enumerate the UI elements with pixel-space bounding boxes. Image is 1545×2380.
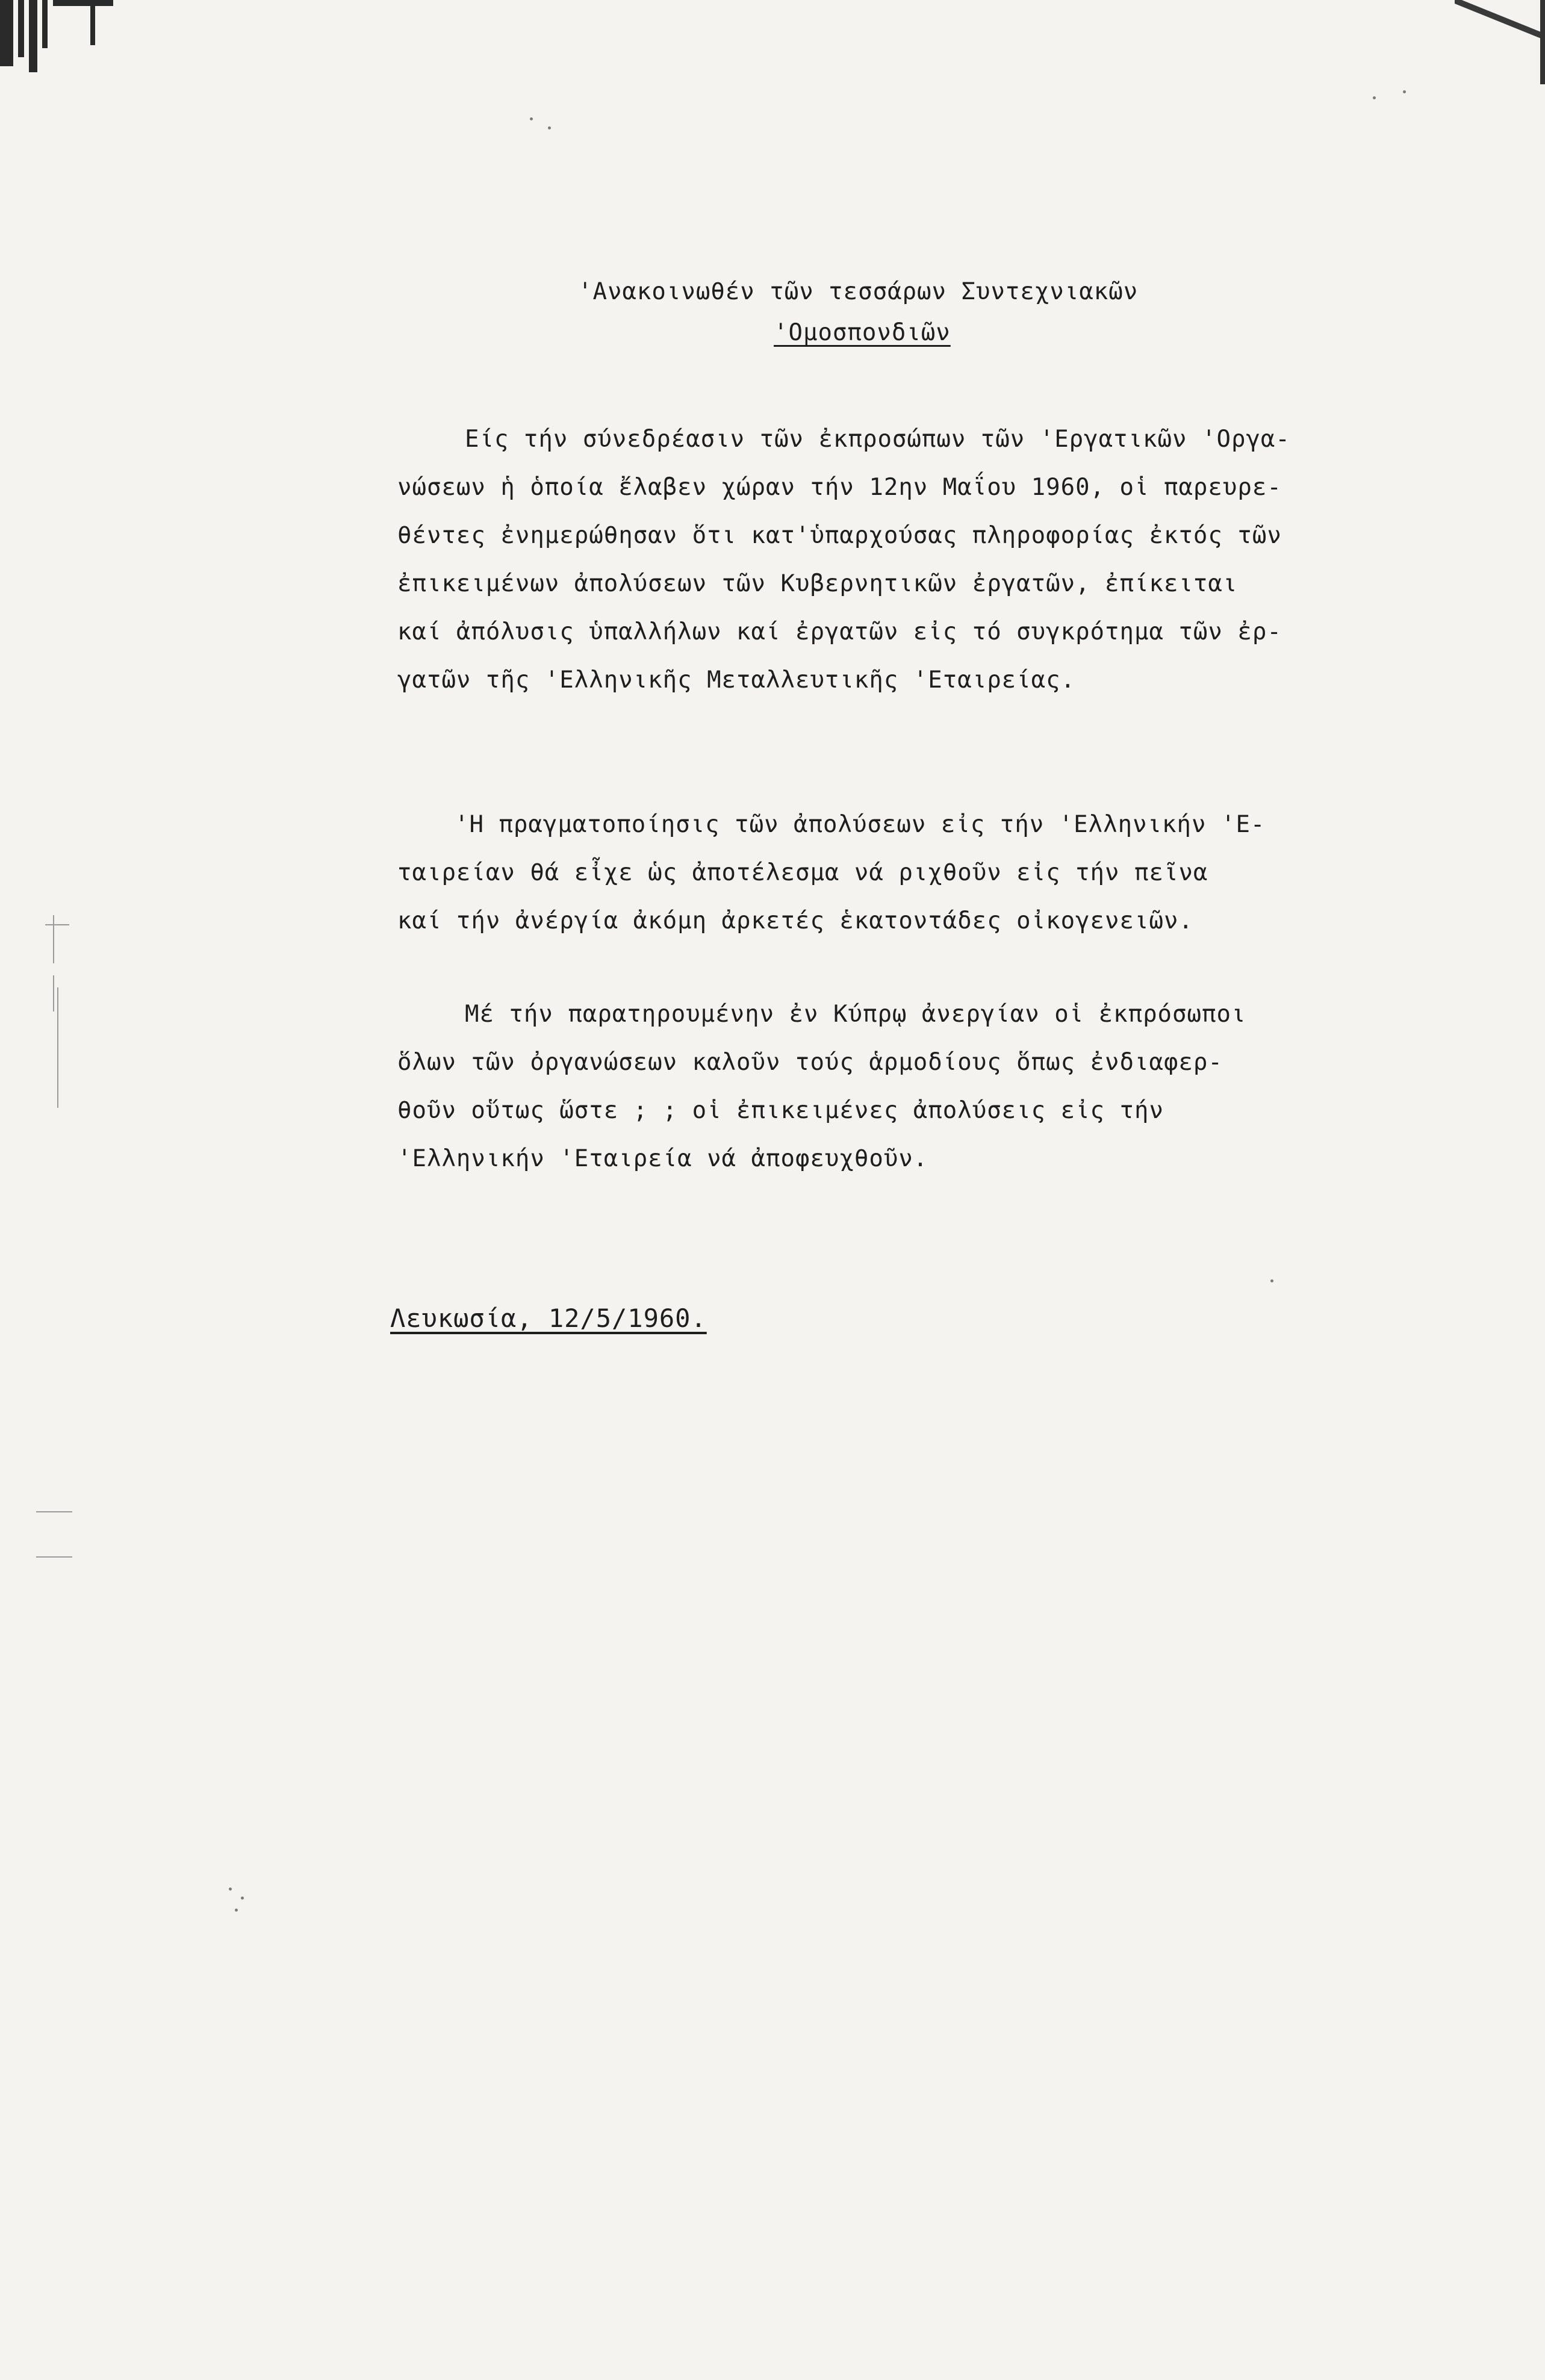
- text-line: θέντες ἐνημερώθησαν ὅτι κατ'ὑπαρχούσας πληροφορίας ἐκτός τῶν: [397, 522, 1282, 549]
- margin-mark: [57, 987, 58, 1108]
- text-line: Μέ τήν παρατηρουμένην ἐν Κύπρῳ ἀνεργίαν οἱ ἐκπρόσωποι: [465, 1001, 1246, 1028]
- text-line: θοῦν οὕτως ὥστε ; ; οἱ ἐπικειμένες ἀπολύσεις εἰς τήν: [397, 1097, 1164, 1124]
- text-line: γατῶν τῆς 'Ελληνικῆς Μεταλλευτικῆς 'Εταιρείας.: [397, 666, 1076, 694]
- text-line: 'Η πραγματοποίησις τῶν ἀπολύσεων εἰς τήν 'Ελληνικήν 'Ε-: [455, 811, 1266, 838]
- scan-speck: [229, 1888, 232, 1891]
- paragraph-2: [397, 801, 1373, 945]
- margin-mark: [45, 924, 69, 925]
- text-line: 'Ελληνικήν 'Εταιρεία νά ἀποφευχθοῦν.: [397, 1145, 928, 1172]
- text-line: ἐπικειμένων ἀπολύσεων τῶν Κυβερνητικῶν ἐργατῶν, ἐπίκειται: [397, 570, 1238, 597]
- text-line: καί ἀπόλυσις ὑπαλλήλων καί ἐργατῶν εἰς τό συγκρότημα τῶν ἐρ-: [397, 618, 1282, 645]
- document-title-line-1: 'Ανακοινωθέν τῶν τεσσάρων Συντεχνιακῶν: [578, 278, 1139, 305]
- margin-mark: [53, 975, 54, 1011]
- margin-mark: [53, 915, 54, 963]
- text-line: καί τήν ἀνέργία ἀκόμη ἀρκετές ἑκατοντάδες οἰκογενειῶν.: [397, 907, 1193, 934]
- scan-speck: [1403, 90, 1406, 93]
- scan-speck: [530, 117, 533, 120]
- paragraph-1: [397, 415, 1373, 704]
- scan-corner-artifact-right: [1455, 0, 1545, 84]
- text-line: νώσεων ἡ ὁποία ἔλαβεν χώραν τήν 12ην Μαΐου 1960, οἱ παρευρε-: [397, 474, 1282, 501]
- scan-corner-artifact: [0, 0, 114, 78]
- scan-speck: [1270, 1279, 1273, 1282]
- text-line: ταιρείαν θά εἶχε ὡς ἀποτέλεσμα νά ριχθοῦν εἰς τήν πεῖνα: [397, 859, 1208, 886]
- scan-speck: [1373, 96, 1376, 99]
- paragraph-3: [397, 990, 1373, 1183]
- scan-speck: [241, 1897, 244, 1900]
- scan-speck: [548, 126, 551, 129]
- document-title-line-2: 'Ομοσπονδιῶν: [774, 319, 951, 346]
- margin-mark: [36, 1556, 72, 1558]
- scan-speck: [235, 1909, 238, 1912]
- text-line: ὅλων τῶν ὀργανώσεων καλοῦν τούς ἁρμοδίους ὅπως ἐνδιαφερ-: [397, 1049, 1223, 1076]
- margin-mark: [36, 1511, 72, 1512]
- text-line: Eίς τήν σύνεδρέασιν τῶν ἐκπροσώπων τῶν 'Εργατικῶν 'Οργα-: [465, 426, 1290, 453]
- dateline: Λευκωσία, 12/5/1960.: [390, 1303, 707, 1333]
